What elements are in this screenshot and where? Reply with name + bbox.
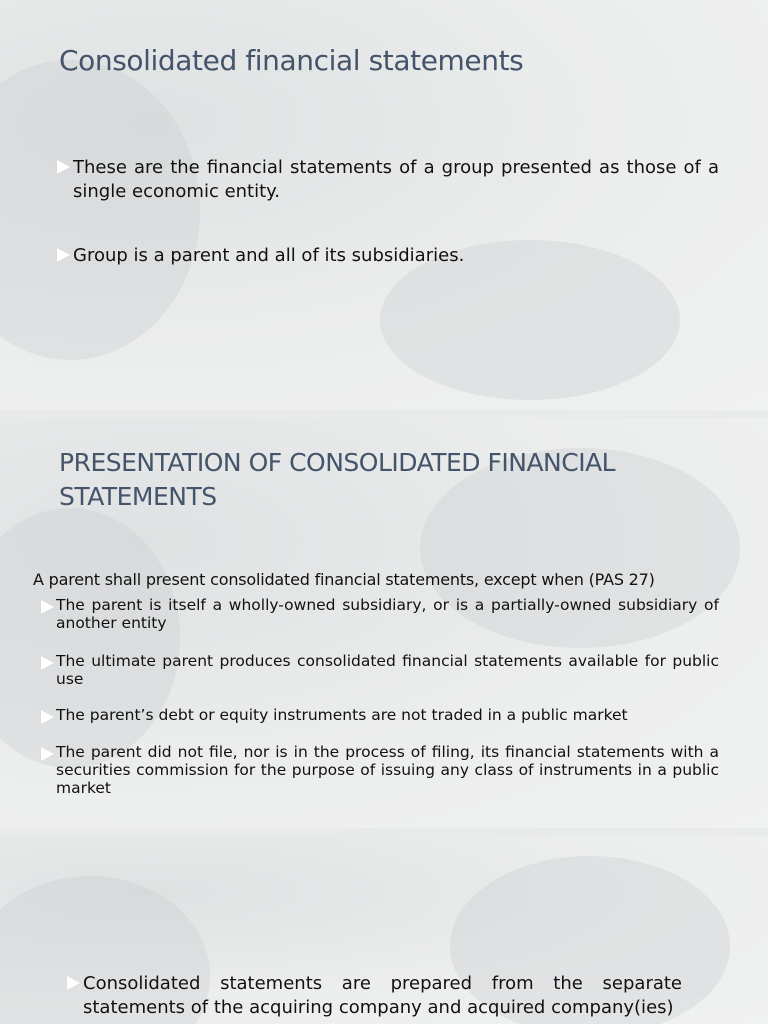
bullet-triangle-icon: [57, 248, 70, 262]
bullet-text: The parent’s debt or equity instruments are not traded in a public market: [56, 706, 628, 724]
slide-3-bullet-1: [67, 972, 682, 1020]
slide-2-bullet-3: [41, 706, 719, 724]
slide-2: [0, 418, 768, 828]
slide-1: [0, 0, 768, 410]
slide-1-title: Consolidated financial statements: [59, 44, 524, 77]
background-decoration: [0, 60, 200, 360]
slide-2-title: PRESENTATION OF CONSOLIDATED FINANCIAL STATEMENTS: [59, 448, 616, 511]
slide-2-intro: A parent shall present consolidated financial statements, except when (PAS 27): [33, 570, 655, 589]
slide-1-bullet-1: [57, 156, 719, 204]
bullet-text: These are the financial statements of a group presented as those of a single economic entity.: [73, 157, 719, 202]
slide-3: [0, 836, 768, 1024]
bullet-text: The ultimate parent produces consolidated financial statements available for public use: [56, 652, 719, 688]
slide-2-bullet-2: [41, 652, 719, 688]
bullet-triangle-icon: [41, 747, 54, 761]
bullet-triangle-icon: [57, 160, 70, 174]
slide-1-bullet-2: [57, 244, 719, 268]
slide-2-bullet-1: [41, 596, 719, 632]
background-decoration: [0, 508, 180, 768]
bullet-text: The parent is itself a wholly-owned subsidiary, or is a partially-owned subsidiary of another entity: [56, 596, 719, 632]
bullet-text: Consolidated statements are prepared from the separate statements of the acquiring company and acquired company(ies): [83, 973, 682, 1018]
slide-2-bullet-4: [41, 743, 719, 797]
bullet-triangle-icon: [41, 656, 54, 670]
bullet-text: Group is a parent and all of its subsidiaries.: [73, 245, 465, 266]
bullet-triangle-icon: [67, 976, 80, 990]
bullet-triangle-icon: [41, 600, 54, 614]
bullet-triangle-icon: [41, 710, 54, 724]
bullet-text: The parent did not file, nor is in the process of filing, its financial statements with a securities commission for the purpose of issuing any class of instruments in a public market: [56, 743, 719, 797]
